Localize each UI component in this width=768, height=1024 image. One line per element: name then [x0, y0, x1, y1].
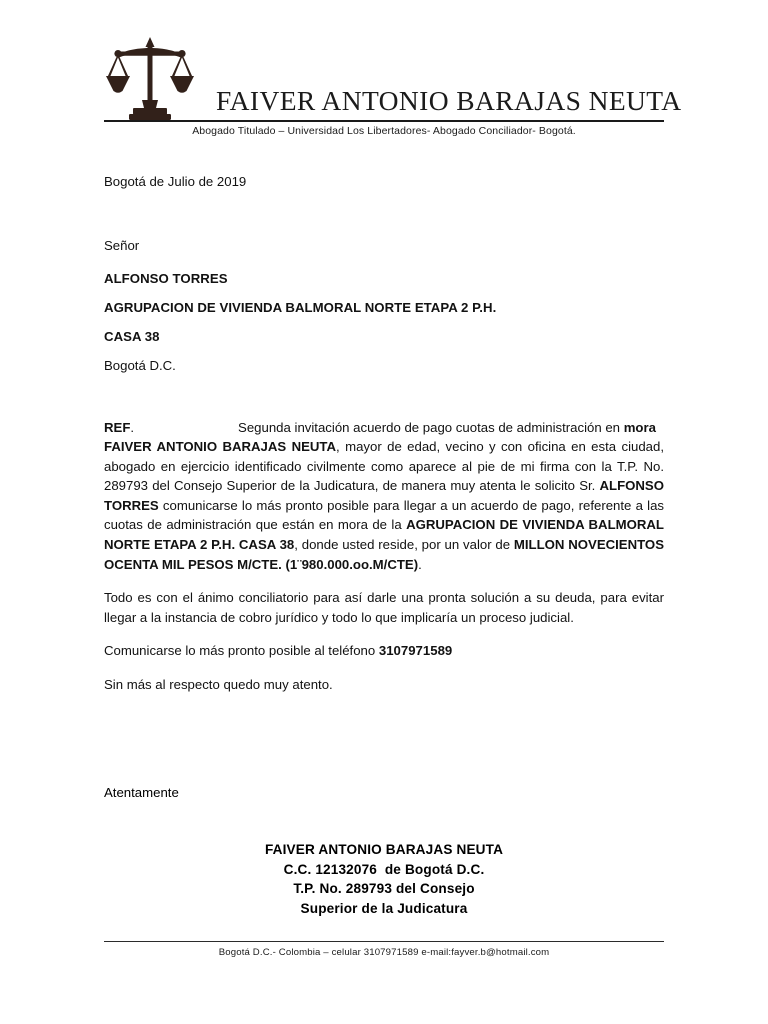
salutation: Señor — [104, 237, 140, 253]
addressee-name-inline: ALFONSO TORRES — [104, 478, 664, 513]
signature-line: FAIVER ANTONIO BARAJAS NEUTA — [264, 842, 504, 857]
paragraph-contact — [104, 641, 664, 661]
paragraph-contact-prefix: Comunicarse lo más pronto posible al teléfono — [104, 643, 379, 659]
paragraph-main-seg2: comunicarse lo más pronto posible para llegar a un acuerdo de pago, referente a las cuotas de administración que están en mora de la — [104, 497, 664, 533]
footer-contact: Bogotá D.C.- Colombia – celular 3107971589 e-mail:fayver.b@hotmail.com — [218, 947, 550, 958]
contact-phone: 3107971589 — [378, 643, 453, 659]
closing-salutation: Atentamente — [104, 785, 179, 800]
firm-name: FAIVER ANTONIO BARAJAS NEUTA — [216, 85, 682, 116]
paragraph-main-seg3: , donde usted reside, por un valor de — [294, 536, 514, 552]
addressee-org-inline: AGRUPACION DE VIVIENDA BALMORAL NORTE ETAPA 2 P.H. CASA 38 — [104, 517, 664, 552]
ref-text-mora: mora — [623, 419, 656, 435]
letter-date: Bogotá de Julio de 2019 — [104, 174, 247, 189]
paragraph-conciliation: Todo es con el ánimo conciliatorio para así darle una pronta solución a su deuda, para evitar llegar a la instancia de cobro jurídico y todo lo que implicaría un proceso judicial. — [104, 590, 664, 625]
addressee-name: ALFONSO TORRES — [104, 271, 228, 286]
signature-line: Superior de la Judicatura — [300, 900, 468, 916]
header-divider — [104, 120, 664, 122]
scales-of-justice-icon — [104, 34, 196, 122]
firm-tagline: Abogado Titulado – Universidad Los Libertadores- Abogado Conciliador- Bogotá. — [192, 125, 576, 137]
signature-line: T.P. No. 289793 del Consejo — [293, 881, 475, 896]
ref-label: REF — [104, 419, 131, 435]
debt-amount: MILLON NOVECIENTOS OCENTA MIL PESOS M/CTE. (1¨980.000.oo.M/CTE) — [104, 536, 664, 572]
footer-divider — [104, 941, 664, 942]
ref-label-dot: . — [130, 419, 135, 435]
sender-name-inline: FAIVER ANTONIO BARAJAS NEUTA — [104, 439, 337, 454]
paragraph-closing-note: Sin más al respecto quedo muy atento. — [104, 676, 333, 692]
addressee-organization: AGRUPACION DE VIVIENDA BALMORAL NORTE ETAPA 2 P.H. — [104, 300, 497, 315]
addressee-unit: CASA 38 — [104, 329, 160, 344]
paragraph-main-seg1: , mayor de edad, vecino y con oficina en esta ciudad, abogado en ejercicio identificado civilmente como aparece al pie de mi firma con la T.P. No. 289793 del Consejo Superior de la Judicatura, de manera muy atenta le solicito Sr. — [104, 439, 665, 494]
signature-line: C.C. 12132076 de Bogotá D.C. — [283, 861, 485, 877]
reference-line — [104, 418, 664, 438]
letter-body — [104, 172, 664, 695]
ref-text: Segunda invitación acuerdo de pago cuotas de administración en — [238, 419, 624, 435]
addressee-city: Bogotá D.C. — [104, 358, 176, 373]
paragraph-main — [104, 437, 664, 574]
paragraph-main-seg4: . — [418, 556, 422, 572]
signature-block — [104, 840, 664, 918]
